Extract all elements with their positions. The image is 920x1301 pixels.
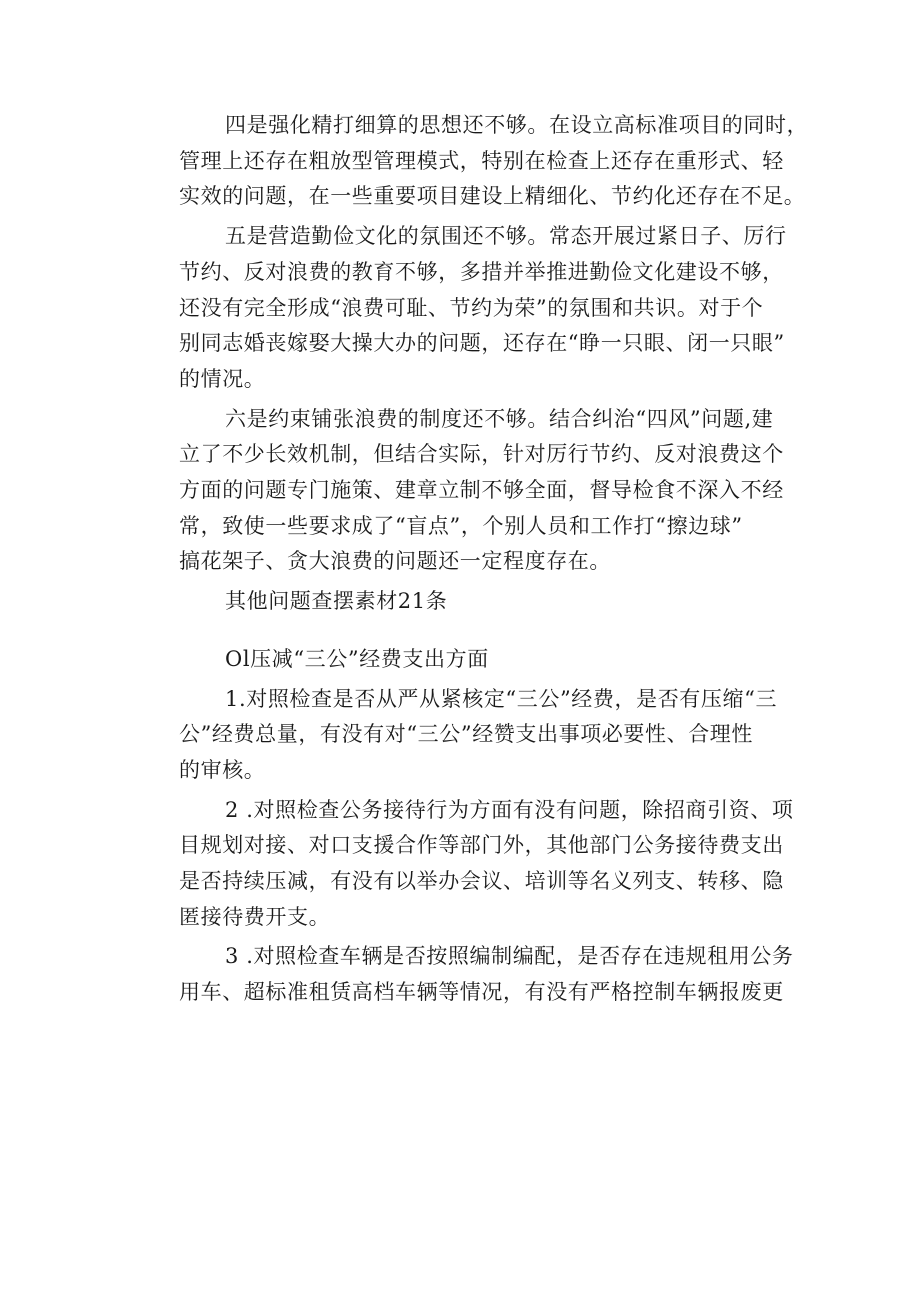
text-line: 匿接待费开支。 xyxy=(179,904,331,929)
section-heading-other-issues xyxy=(137,584,787,620)
text-line: 方面的问题专门施策、建章立制不够全面，督导检食不深入不经 xyxy=(179,478,784,503)
text-line: 管理上还存在粗放型管理模式，特别在检查上还存在重形式、轻 xyxy=(179,148,784,173)
heading-text: Ol压减“三公”经费支出方面 xyxy=(225,646,489,671)
text-line: 的情况。 xyxy=(179,366,266,391)
subsection-heading-three-public xyxy=(137,642,787,678)
text-line: 1.对照检查是否从严从紧核定“三公”经费，是否有压缩“三 xyxy=(225,686,778,711)
list-item-3 xyxy=(137,939,794,1010)
text-line: 五是营造勤俭文化的氛围还不够。常态开展过紧日子、厉行 xyxy=(225,224,787,249)
paragraph-thrift-culture xyxy=(137,219,787,398)
text-line: 节约、反对浪费的教育不够，多措并举推进勤俭文化建设不够， xyxy=(179,259,784,284)
text-line: 六是约束铺张浪费的制度还不够。结合纠治“四风”问题,建 xyxy=(225,406,774,431)
text-line: 是否持续压减，有没有以举办会议、培训等名义列支、转移、隐 xyxy=(179,869,784,894)
text-line: 3 .对照检查车辆是否按照编制编配，是否存在违规租用公务 xyxy=(225,944,794,969)
text-line: 立了不少长效机制，但结合实际，针对厉行节约、反对浪费这个 xyxy=(179,442,784,467)
list-item-2 xyxy=(137,793,794,936)
paragraph-frugality xyxy=(137,108,809,215)
text-line: 公”经费总量，有没有对“三公”经赞支出事项必要性、合理性 xyxy=(179,722,754,747)
document-page xyxy=(137,108,809,1011)
text-line: 别同志婚丧嫁娶大操大办的问题，还存在“睁一只眼、闭一只眼” xyxy=(179,331,785,356)
text-line: 的审核。 xyxy=(179,757,266,782)
text-line: 还没有完全形成“浪费可耻、节约为荣”的氛围和共识。对于个 xyxy=(179,295,764,320)
text-line: 常，致使一些要求成了“盲点”，个别人员和工作打“擦边球” xyxy=(179,513,743,538)
paragraph-rules xyxy=(137,402,787,581)
text-line: 用车、超标准租赁高档车辆等情况，有没有严格控制车辆报废更 xyxy=(179,980,784,1005)
text-line: 搞花架子、贪大浪费的问题还一定程度存在。 xyxy=(179,549,611,574)
list-item-1 xyxy=(137,682,787,789)
text-line: 实效的问题，在一些重要项目建设上精细化、节约化还存在不足。 xyxy=(179,184,806,209)
heading-text: 其他问题查摆素材21条 xyxy=(225,589,448,614)
text-line: 目规划对接、对口支援合作等部门外，其他部门公务接待费支出 xyxy=(179,833,784,858)
text-line: 2 .对照检查公务接待行为方面有没有问题，除招商引资、项 xyxy=(225,797,794,822)
text-line: 四是强化精打细算的思想还不够。在设立高标准项目的同时， xyxy=(225,113,809,137)
